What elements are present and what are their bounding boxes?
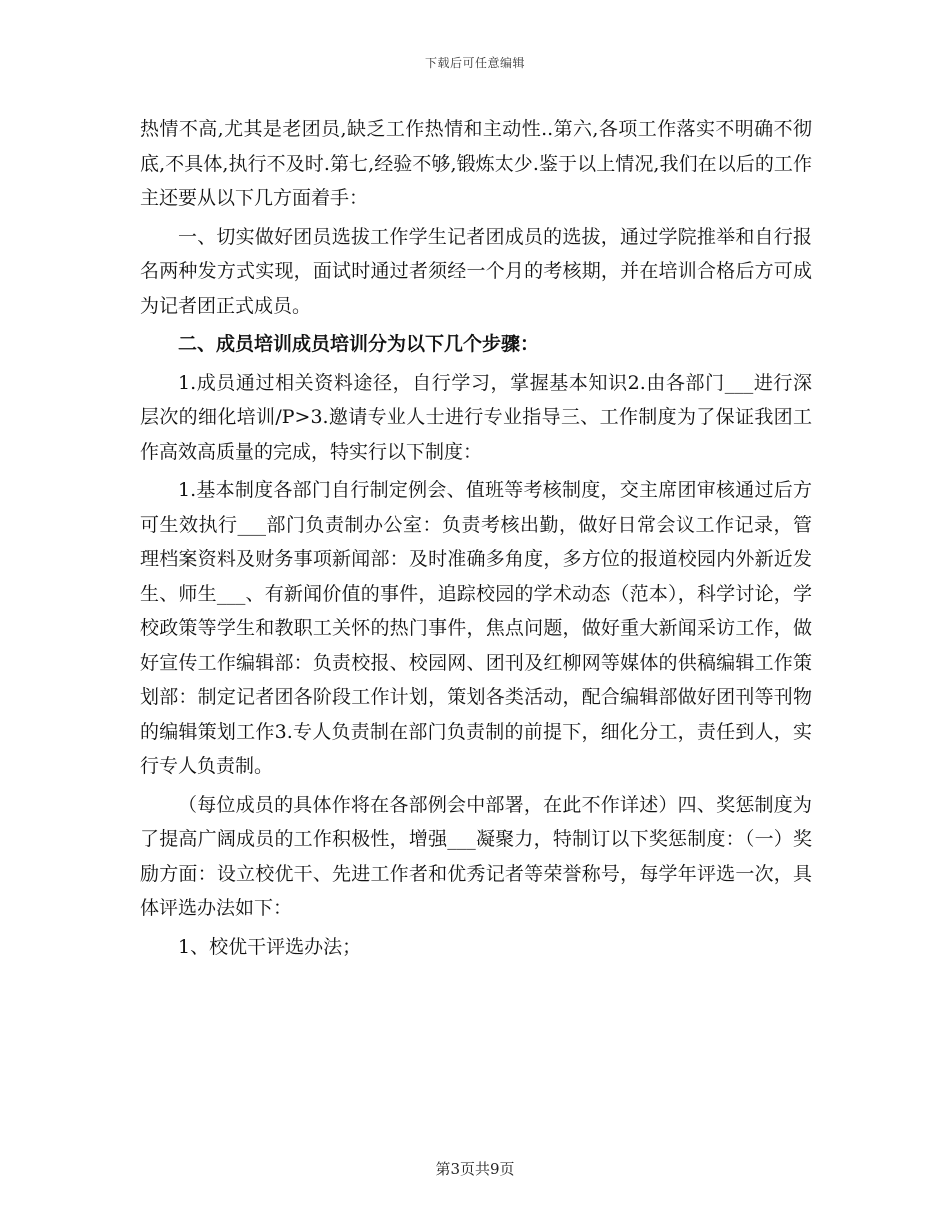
document-body: [140, 112, 812, 964]
paragraph-selection-method: 1、校优干评选办法；: [178, 935, 362, 958]
section-heading-training: 二、成员培训成员培训分为以下几个步骤：: [178, 333, 540, 355]
page-number: 第3页共9页: [435, 1160, 515, 1178]
paragraph-training-steps: 1.成员通过相关资料途径，自行学习，掌握基本知识2.由各部门___进行深层次的细化培训/P>3.邀请专业人士进行专业指导三、工作制度为了保证我团工作高效高质量的完成，特实行以下制度：: [140, 371, 812, 463]
paragraph-basic-system: 1.基本制度各部门自行制定例会、值班等考核制度，交主席团审核通过后方可生效执行___部门负责制办公室：负责考核出勤，做好日常会议工作记录，管理档案资料及财务事项新闻部：及时准确多角度，多方位的报道校园内外新近发生、师生___、有新闻价值的事件，追踪校园的学术动态（范本），科学讨论，学校政策等学生和教职工关怀的热门事件，焦点问题，做好重大新闻采访工作，做好宣传工作编辑部：负责校报、校园网、团刊及红柳网等媒体的供稿编辑工作策划部：制定记者团各阶段工作计划，策划各类活动，配合编辑部做好团刊等刊物的编辑策划工作3.专人负责制在部门负责制的前提下，细化分工，责任到人，实行专人负责制。: [140, 479, 812, 777]
paragraph-continuation: 热情不高,尤其是老团员,缺乏工作热情和主动性..第六,各项工作落实不明确不彻底,不具体,执行不及时.第七,经验不够,锻炼太少.鉴于以上情况,我们在以后的工作主还要从以下几方面着手：: [140, 118, 812, 209]
paragraph-rewards: （每位成员的具体作将在各部例会中部署，在此不作详述）四、奖惩制度为了提高广阔成员的工作积极性，增强___凝聚力，特制订以下奖惩制度：（一）奖励方面：设立校优干、先进工作者和优秀记者等荣誉称号，每学年评选一次，具体评选办法如下：: [140, 793, 812, 919]
page-header: 下载后可任意编辑: [424, 56, 525, 70]
paragraph-member-selection: 一、切实做好团员选拔工作学生记者团成员的选拔，通过学院推举和自行报名两种发方式实现，面试时通过者须经一个月的考核期，并在培训合格后方可成为记者团正式成员。: [140, 225, 812, 317]
